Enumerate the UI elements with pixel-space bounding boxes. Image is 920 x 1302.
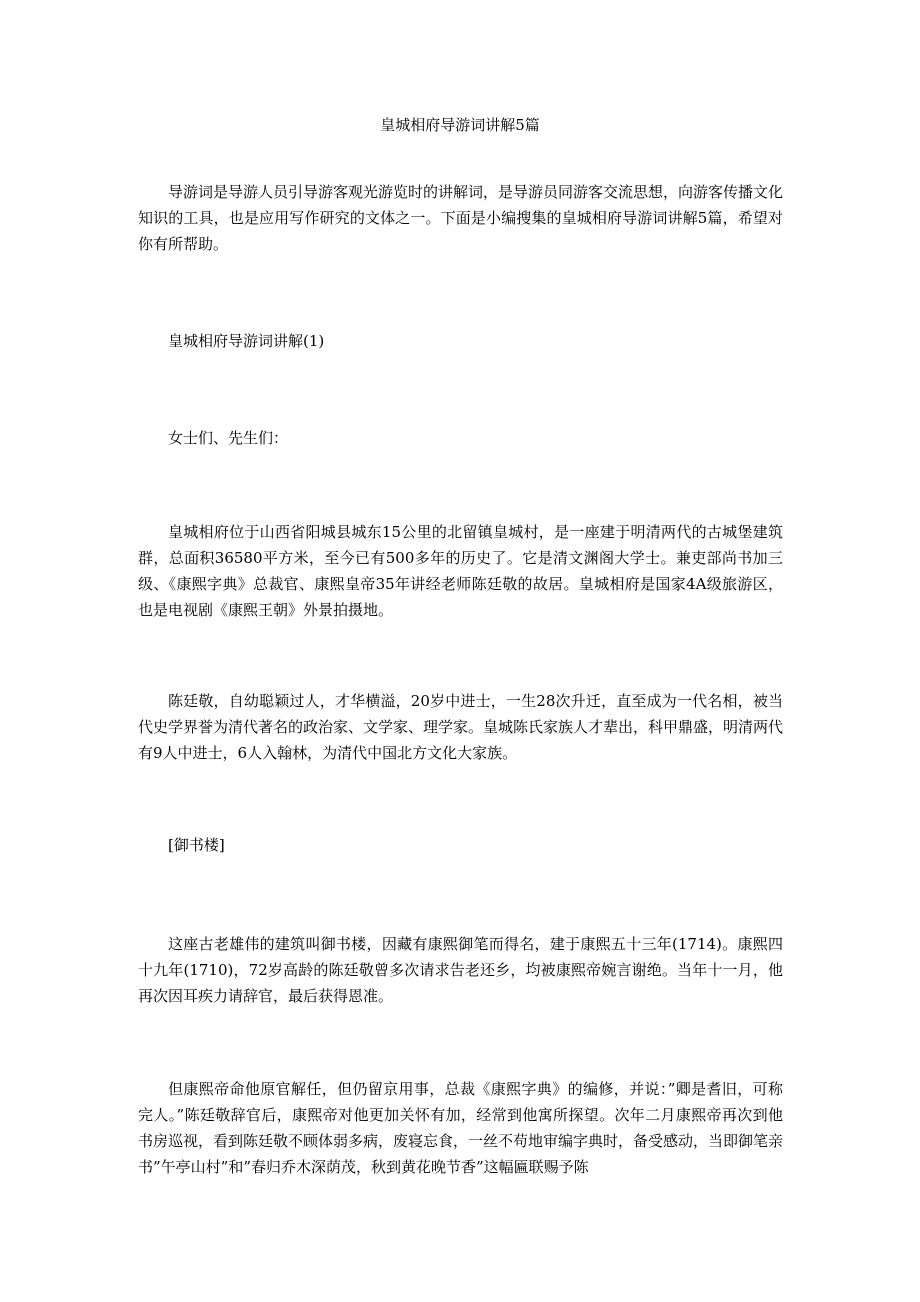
subheading-yushulou: [御书楼] <box>168 836 225 854</box>
paragraph-location: 皇城相府位于山西省阳城县城东15公里的北留镇皇城村，是一座建于明清两代的古城堡建筑群，总面积36580平方米，至今已有500多年的历史了。它是清文渊阁大学士。兼吏部尚书加三级、《康熙字典》总裁官、康熙皇帝35年讲经老师陈廷敬的故居。皇城相府是国家4A级旅游区，也是电视剧《康熙王朝》外景拍摄地。 <box>138 523 783 619</box>
paragraph-chen-tingjing: 陈廷敬，自幼聪颖过人，才华横溢，20岁中进士，一生28次升迁，直至成为一代名相，被当代史学界誉为清代著名的政治家、文学家、理学家。皇城陈氏家族人才辈出，科甲鼎盛，明清两代有9人中进士，6人入翰林，为清代中国北方文化大家族。 <box>138 692 784 762</box>
section-heading: 皇城相府导游词讲解(1) <box>168 332 325 350</box>
document-title: 皇城相府导游词讲解5篇 <box>380 116 540 134</box>
intro-paragraph: 导游词是导游人员引导游客观光游览时的讲解词，是导游员同游客交流思想，向游客传播文化知识的工具，也是应用写作研究的文体之一。下面是小编搜集的皇城相府导游词讲解5篇，希望对你有所帮助。 <box>138 183 784 253</box>
paragraph-yushulou: 这座古老雄伟的建筑叫御书楼，因藏有康熙御笔而得名，建于康熙五十三年(1714)。康熙四十九年(1710)，72岁高龄的陈廷敬曾多次请求告老还乡，均被康熙帝婉言谢绝。当年十一月，他再次因耳疾力请辞官，最后获得恩准。 <box>138 935 783 1005</box>
paragraph-kangxi: 但康熙帝命他原官解任，但仍留京用事，总裁《康熙字典》的编修，并说：”卿是耆旧，可称完人。”陈廷敬辞官后，康熙帝对他更加关怀有加，经常到他寓所探望。次年二月康熙帝再次到他书房巡视，看到陈廷敬不顾体弱多病，废寝忘食，一丝不苟地审编字典时，备受感动，当即御笔亲书”午亭山村”和”春归乔木深荫茂，秋到黄花晚节香”这幅匾联赐予陈 <box>138 1080 784 1176</box>
greeting-line: 女士们、先生们： <box>168 429 289 447</box>
